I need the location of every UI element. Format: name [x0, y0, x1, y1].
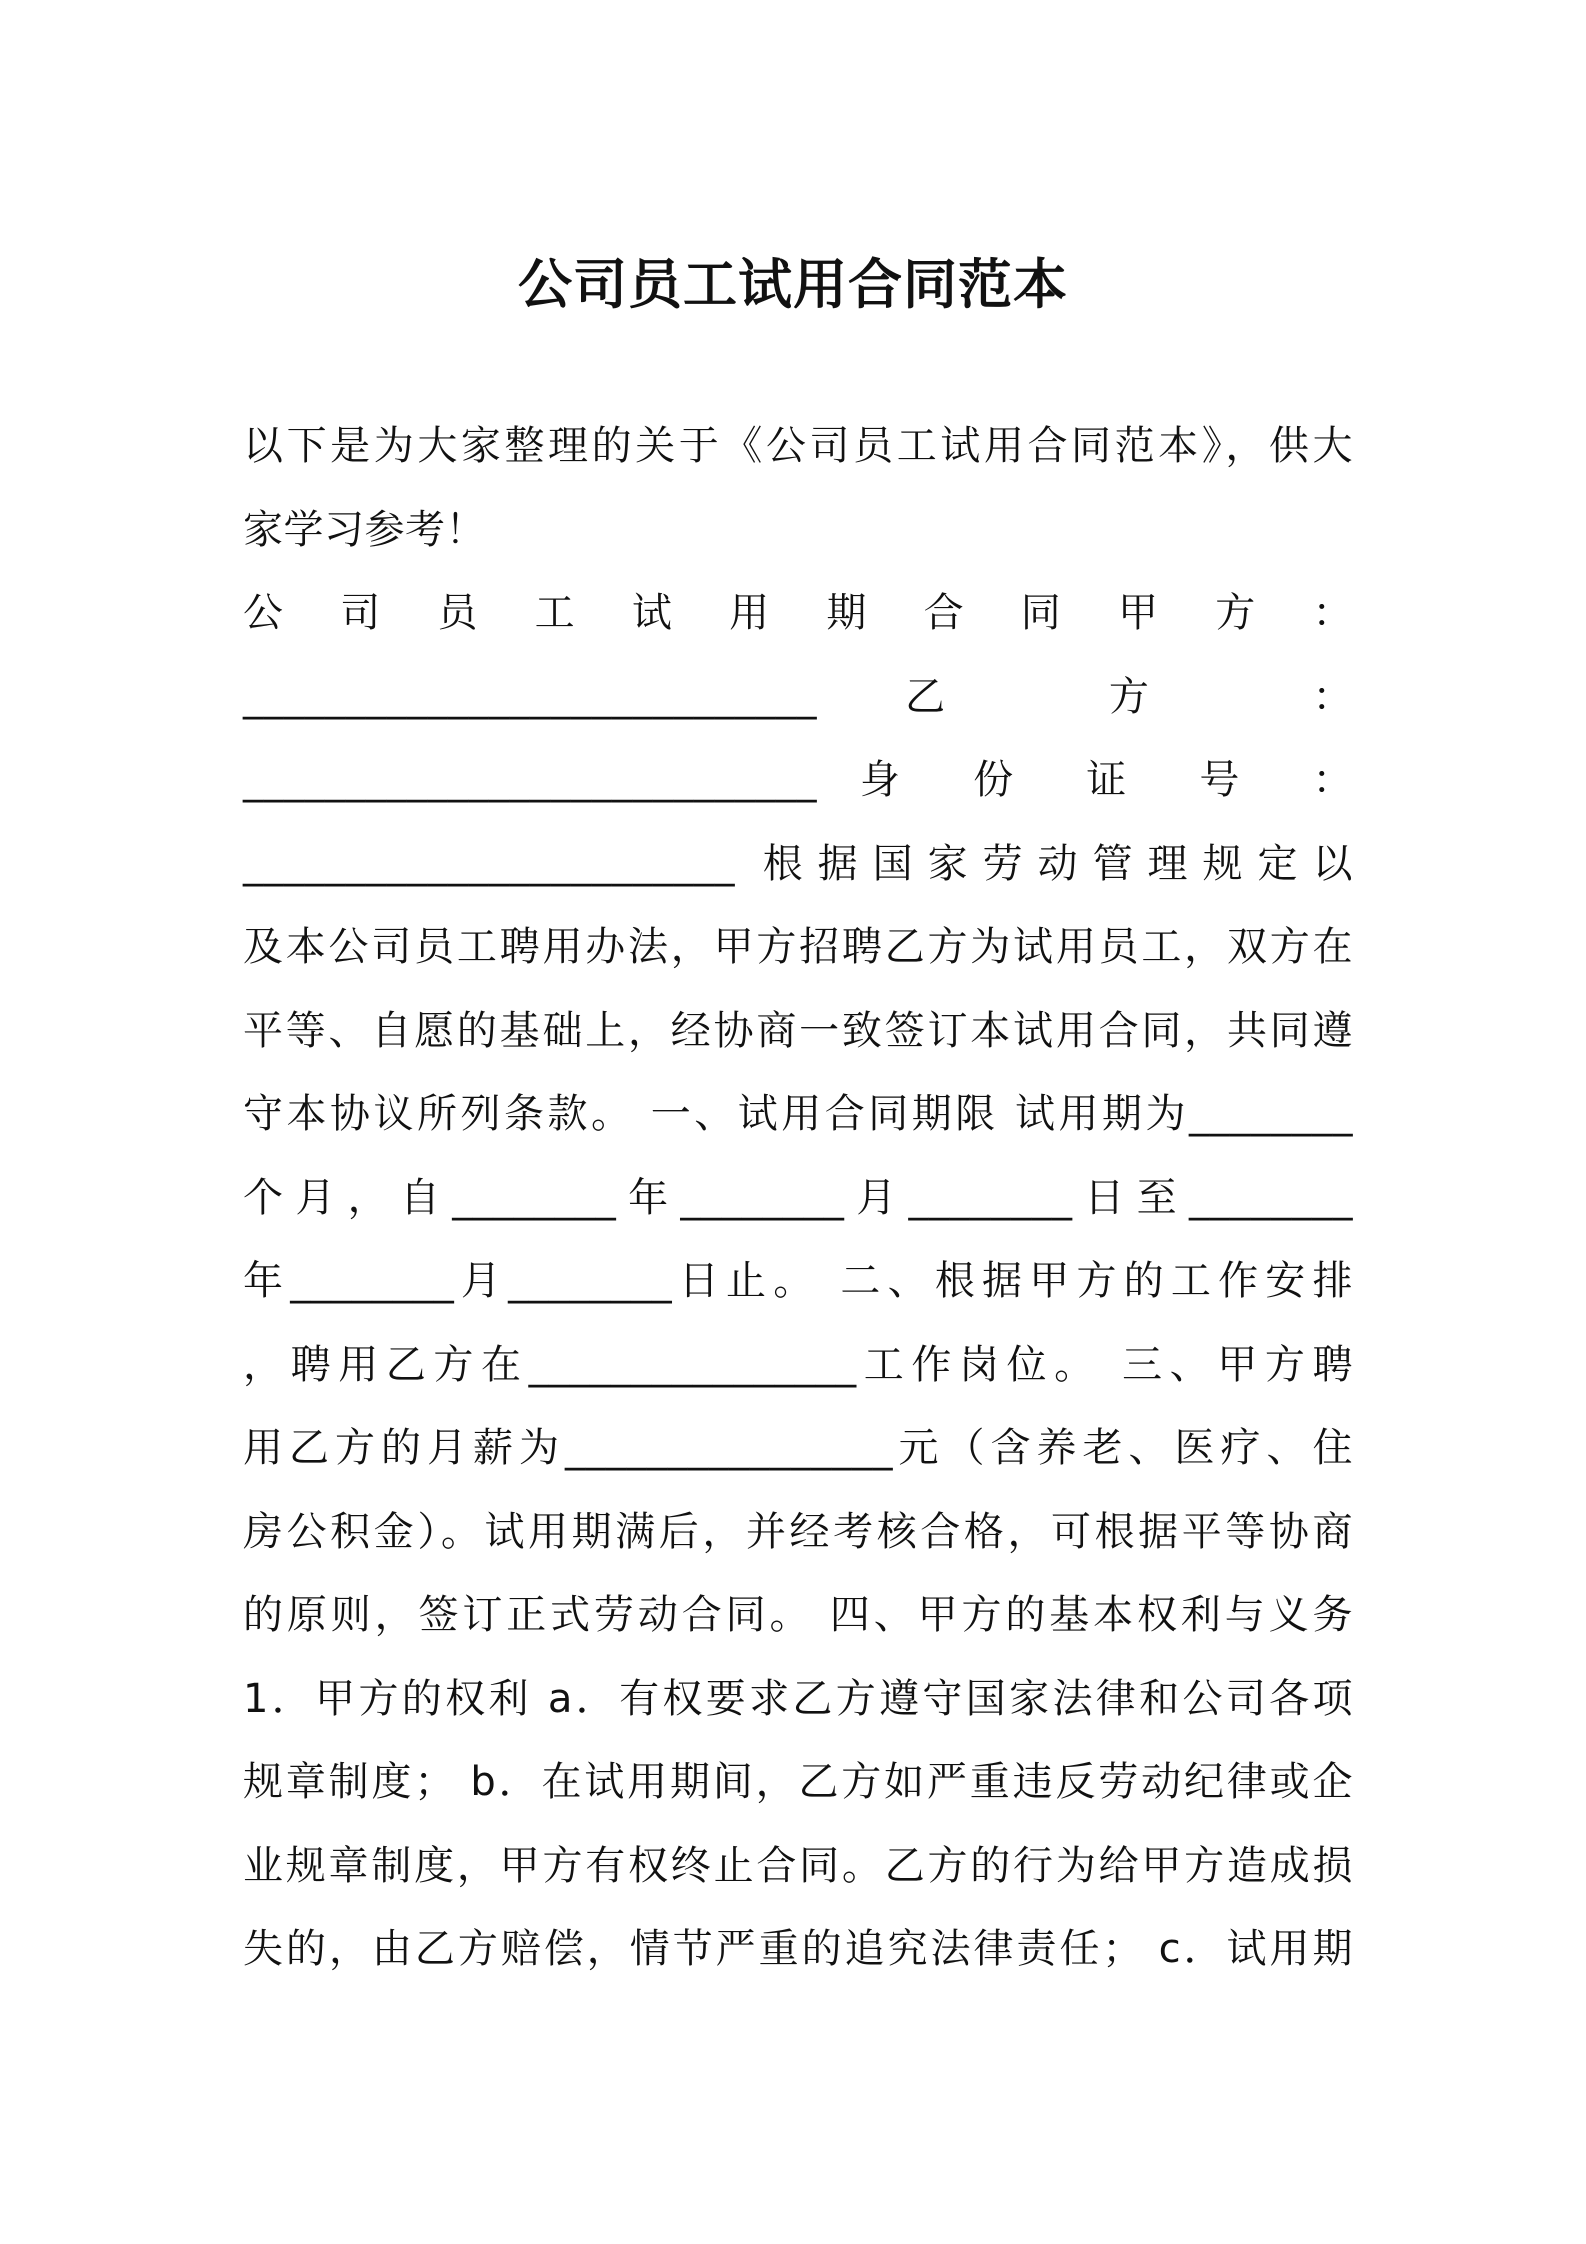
body-line-18: 业规章制度，甲方有权终止合同。乙方的行为给甲方造成损 [243, 1842, 1353, 1889]
document-body [243, 405, 1353, 1992]
body-line-5: ____________________________ 身 份 证 号 ： [243, 757, 1353, 803]
body-line-2: 家学习参考！ [243, 506, 486, 553]
body-line-14: 房公积金）。试用期满后，并经考核合格，可根据平等协商 [243, 1508, 1353, 1555]
body-line-16: 1．甲方的权利 a．有权要求乙方遵守国家法律和公司各项 [243, 1675, 1353, 1722]
body-line-19: 失的，由乙方赔偿，情节严重的追究法律责任； c．试用期 [243, 1926, 1353, 1972]
body-line-6: ________________________ 根据国家劳动管理规定以 [243, 840, 1353, 887]
body-line-8: 平等、自愿的基础上，经协商一致签订本试用合同，共同遵 [243, 1007, 1353, 1054]
body-line-12: ，聘用乙方在________________工作岗位。 三、甲方聘 [243, 1341, 1353, 1388]
body-line-1: 以下是为大家整理的关于《公司员工试用合同范本》，供大 [243, 423, 1353, 469]
body-line-4: ____________________________ 乙 方 ： [243, 673, 1353, 720]
body-line-10: 个月，自________年________月________日至________ [243, 1174, 1353, 1221]
body-line-17: 规章制度； b．在试用期间，乙方如严重违反劳动纪律或企 [243, 1759, 1353, 1805]
body-line-3: 公 司 员 工 试 用 期 合 同 甲 方 ： [243, 590, 1353, 636]
body-line-13: 用乙方的月薪为________________元（含养老、医疗、住 [243, 1425, 1353, 1471]
body-line-9: 守本协议所列条款。 一、试用合同期限 试用期为________ [243, 1091, 1353, 1137]
document-title: 公司员工试用合同范本 [518, 253, 1068, 316]
body-line-11: 年________月________日止。 二、根据甲方的工作安排 [243, 1258, 1353, 1304]
body-line-15: 的原则，签订正式劳动合同。 四、甲方的基本权利与义务 [243, 1592, 1353, 1638]
body-line-7: 及本公司员工聘用办法，甲方招聘乙方为试用员工，双方在 [243, 924, 1353, 970]
